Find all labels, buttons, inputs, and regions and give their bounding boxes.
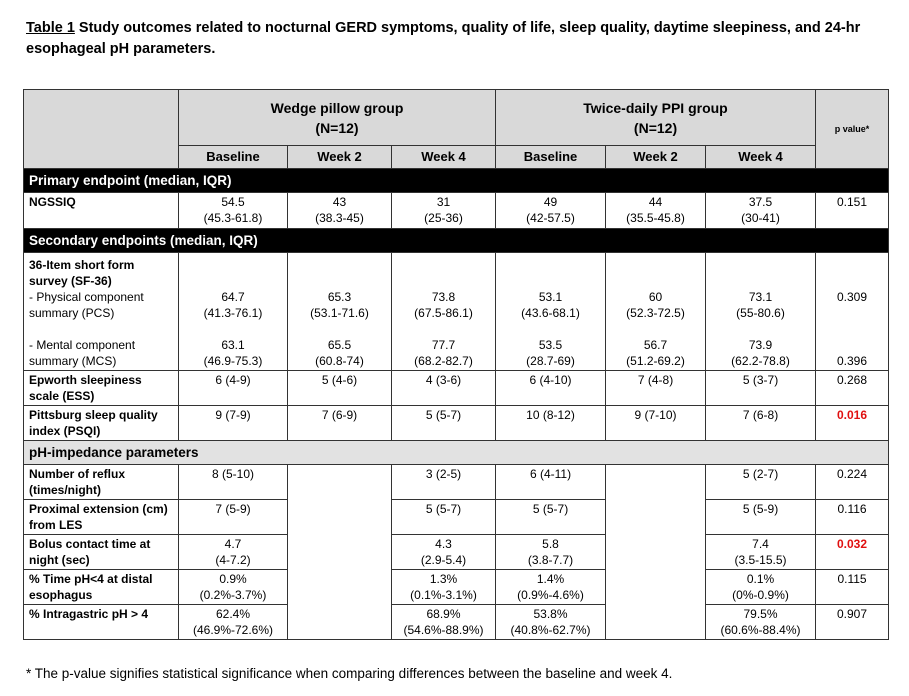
- wedge-group-n: (N=12): [315, 119, 359, 136]
- cell-value: [392, 605, 496, 640]
- label-line2: (times/night): [29, 483, 101, 497]
- value: 77.7: [431, 338, 456, 352]
- cell-value: [392, 193, 496, 229]
- primary-section-row: [24, 169, 889, 193]
- value: 31: [436, 195, 451, 209]
- row-label-intragastric: % Intragastric pH > 4: [24, 605, 179, 640]
- iqr: (2.9-5.4): [420, 553, 467, 567]
- value: 65.5: [327, 338, 352, 352]
- ph-section-row: [24, 441, 889, 465]
- pcs-pvalue: 0.309: [837, 290, 868, 304]
- label-line2: from LES: [29, 518, 83, 532]
- cell-value: [496, 605, 606, 640]
- pvalue-cell: 0.151: [816, 193, 889, 229]
- ppi-baseline-header: Baseline: [496, 146, 606, 169]
- cell-value: 5 (5-7): [392, 500, 496, 535]
- iqr: (0.1%-3.1%): [410, 588, 477, 602]
- mcs-pvalue: 0.396: [837, 354, 868, 368]
- iqr: (28.7-69): [526, 354, 575, 368]
- cell-value: 6 (4-11): [496, 465, 606, 500]
- iqr: (35.5-45.8): [626, 211, 685, 225]
- cell-value: [496, 535, 606, 570]
- wedge-week2-header: Week 2: [288, 146, 392, 169]
- ppi-week2-header: Week 2: [606, 146, 706, 169]
- pvalue-cell: 0.224: [816, 465, 889, 500]
- table-row: [24, 500, 889, 535]
- pvalue-cell: 0.116: [816, 500, 889, 535]
- value: 1.4%: [536, 572, 565, 586]
- ppi-week2-empty: [606, 465, 706, 640]
- cell-value: 4 (3-6): [392, 371, 496, 406]
- cell-value: [496, 193, 606, 229]
- cell-value: 9 (7-10): [606, 406, 706, 441]
- value: 43: [332, 195, 347, 209]
- iqr: (60.8-74): [315, 354, 364, 368]
- cell-value: [706, 605, 816, 640]
- cell-value: 5 (4-6): [288, 371, 392, 406]
- cell-value: [706, 253, 816, 371]
- table-row: [24, 253, 889, 371]
- iqr: (25-36): [424, 211, 463, 225]
- value: 68.9%: [426, 607, 461, 621]
- cell-value: [706, 570, 816, 605]
- iqr: (46.9%-72.6%): [192, 623, 274, 637]
- cell-value: 5 (2-7): [706, 465, 816, 500]
- wedge-baseline-header: Baseline: [179, 146, 288, 169]
- value: 62.4%: [215, 607, 251, 621]
- label-line1: Proximal extension (cm): [29, 502, 168, 516]
- row-label-bolus: [24, 535, 179, 570]
- row-label-timeph: [24, 570, 179, 605]
- cell-value: 6 (4-10): [496, 371, 606, 406]
- iqr: (3.5-15.5): [734, 553, 787, 567]
- cell-value: [706, 193, 816, 229]
- cell-value: [179, 535, 288, 570]
- iqr: (38.3-45): [315, 211, 364, 225]
- cell-value: 9 (7-9): [179, 406, 288, 441]
- pcs-label-line2: summary (PCS): [29, 306, 115, 320]
- cell-value: [288, 193, 392, 229]
- iqr: (0%-0.9%): [732, 588, 789, 602]
- caption-text: Study outcomes related to nocturnal GERD symptoms, quality of life, sleep quality, daytime sleepiness, and 24-hr esophageal pH parameters.: [26, 20, 861, 57]
- cell-value: 10 (8-12): [496, 406, 606, 441]
- table-row: [24, 371, 889, 406]
- cell-value: 5 (5-9): [706, 500, 816, 535]
- value: 53.8%: [533, 607, 568, 621]
- value: 0.1%: [746, 572, 775, 586]
- cell-value: [606, 193, 706, 229]
- iqr: (62.2-78.8): [731, 354, 790, 368]
- label-line2: esophagus: [29, 588, 93, 602]
- label-line2: night (sec): [29, 553, 90, 567]
- wedge-group-name: Wedge pillow group: [270, 99, 404, 116]
- cell-value: [179, 193, 288, 229]
- iqr: (42-57.5): [526, 211, 575, 225]
- value: 49: [543, 195, 558, 209]
- label-line2: scale (ESS): [29, 389, 95, 403]
- iqr: (46.9-75.3): [203, 354, 263, 368]
- value: 1.3%: [429, 572, 458, 586]
- row-label-ess: [24, 371, 179, 406]
- cell-value: 3 (2-5): [392, 465, 496, 500]
- row-label-sf36: [24, 253, 179, 371]
- iqr: (51.2-69.2): [626, 354, 685, 368]
- pvalue-cell: 0.907: [816, 605, 889, 640]
- value: 73.9: [748, 338, 773, 352]
- iqr: (60.6%-88.4%): [720, 623, 801, 637]
- cell-value: 5 (3-7): [706, 371, 816, 406]
- pvalue-cell-significant: 0.032: [816, 535, 889, 570]
- label-line2: index (PSQI): [29, 424, 101, 438]
- corner-cell: [24, 90, 179, 169]
- value: 7.4: [752, 537, 769, 551]
- iqr: (40.8%-62.7%): [510, 623, 591, 637]
- row-label-reflux: [24, 465, 179, 500]
- iqr: (3.8-7.7): [527, 553, 574, 567]
- iqr: (30-41): [741, 211, 780, 225]
- ppi-group-name: Twice-daily PPI group: [583, 99, 728, 116]
- iqr: (0.9%-4.6%): [517, 588, 584, 602]
- value: 37.5: [748, 195, 773, 209]
- cell-value: 7 (4-8): [606, 371, 706, 406]
- cell-value: 5 (5-7): [496, 500, 606, 535]
- value: 56.7: [643, 338, 668, 352]
- value: 53.5: [538, 338, 563, 352]
- ph-section-title: pH-impedance parameters: [24, 441, 889, 465]
- row-label-proximal: [24, 500, 179, 535]
- value: 60: [648, 290, 663, 304]
- outcomes-table: [23, 89, 889, 640]
- cell-value: [179, 253, 288, 371]
- row-label-ngssiq: NGSSIQ: [24, 193, 179, 229]
- mcs-label-line1: - Mental component: [29, 338, 136, 352]
- cell-value: [392, 253, 496, 371]
- label-line1: Number of reflux: [29, 467, 126, 481]
- row-label-psqi: [24, 406, 179, 441]
- value: 79.5%: [743, 607, 778, 621]
- secondary-section-title: Secondary endpoints (median, IQR): [24, 229, 889, 253]
- iqr: (68.2-82.7): [414, 354, 473, 368]
- value: 5.8: [542, 537, 559, 551]
- value: 53.1: [538, 290, 563, 304]
- cell-value: 6 (4-9): [179, 371, 288, 406]
- wedge-group-header: [179, 90, 496, 146]
- sf36-label-line1: 36-Item short form: [29, 258, 135, 272]
- value: 64.7: [221, 290, 245, 304]
- pvalue-cell: [816, 253, 889, 371]
- label-line1: Epworth sleepiness: [29, 373, 142, 387]
- iqr: (52.3-72.5): [626, 306, 685, 320]
- cell-value: [496, 570, 606, 605]
- secondary-section-row: [24, 229, 889, 253]
- pcs-label-line1: - Physical component: [29, 290, 144, 304]
- iqr: (43.6-68.1): [521, 306, 580, 320]
- table-row: [24, 465, 889, 500]
- pvalue-cell: 0.268: [816, 371, 889, 406]
- cell-value: 7 (6-9): [288, 406, 392, 441]
- cell-value: 5 (5-7): [392, 406, 496, 441]
- label-line1: Bolus contact time at: [29, 537, 151, 551]
- cell-value: [392, 535, 496, 570]
- cell-value: [179, 570, 288, 605]
- primary-section-title: Primary endpoint (median, IQR): [24, 169, 889, 193]
- value: 73.1: [748, 290, 773, 304]
- table-row: [24, 605, 889, 640]
- iqr: (53.1-71.6): [310, 306, 369, 320]
- pvalue-cell-significant: 0.016: [816, 406, 889, 441]
- table-caption: [26, 18, 896, 60]
- value: 65.3: [327, 290, 352, 304]
- ppi-group-header: [496, 90, 816, 146]
- group-header-row: [24, 90, 889, 146]
- value: 4.3: [435, 537, 452, 551]
- cell-value: [392, 570, 496, 605]
- iqr: (4-7.2): [215, 553, 251, 567]
- wedge-week4-header: Week 4: [392, 146, 496, 169]
- table-row: [24, 193, 889, 229]
- sf36-label-line2: survey (SF-36): [29, 274, 112, 288]
- footnote: * The p-value signifies statistical significance when comparing differences between the baseline and week 4.: [26, 666, 673, 681]
- iqr: (55-80.6): [736, 306, 785, 320]
- cell-value: 7 (6-8): [706, 406, 816, 441]
- cell-value: [606, 253, 706, 371]
- value: 54.5: [221, 195, 245, 209]
- pvalue-cell: 0.115: [816, 570, 889, 605]
- iqr: (41.3-76.1): [203, 306, 263, 320]
- value: 0.9%: [219, 572, 247, 586]
- iqr: (45.3-61.8): [203, 211, 263, 225]
- cell-value: [706, 535, 816, 570]
- iqr: (67.5-86.1): [414, 306, 473, 320]
- label-line1: Pittsburg sleep quality: [29, 408, 158, 422]
- value: 44: [648, 195, 663, 209]
- table-row: [24, 406, 889, 441]
- ppi-group-n: (N=12): [633, 119, 678, 136]
- table-row: [24, 535, 889, 570]
- cell-value: [179, 605, 288, 640]
- cell-value: 8 (5-10): [179, 465, 288, 500]
- table-row: [24, 570, 889, 605]
- iqr: (54.6%-88.9%): [403, 623, 484, 637]
- wedge-week2-empty: [288, 465, 392, 640]
- cell-value: [288, 253, 392, 371]
- ppi-week4-header: Week 4: [706, 146, 816, 169]
- mcs-label-line2: summary (MCS): [29, 354, 117, 368]
- cell-value: 7 (5-9): [179, 500, 288, 535]
- iqr: (0.2%-3.7%): [199, 588, 267, 602]
- value: 73.8: [431, 290, 456, 304]
- pvalue-header: p value*: [816, 90, 889, 169]
- table-label: Table 1: [26, 20, 75, 36]
- cell-value: [496, 253, 606, 371]
- value: 4.7: [224, 537, 242, 551]
- label-line1: % Time pH<4 at distal: [29, 572, 153, 586]
- value: 63.1: [221, 338, 245, 352]
